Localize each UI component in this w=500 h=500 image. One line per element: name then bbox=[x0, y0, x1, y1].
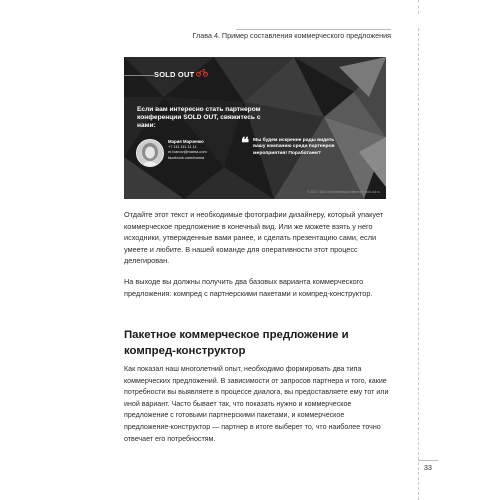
page-number-rule bbox=[418, 460, 438, 461]
paragraph: Как показал наш многолетний опыт, необходимо формировать два типа коммерческих предложений. В зависимости от запросов партнера и того, какие потребности вы выявляете в процессе диалога, вы предоставляете ему тот или иной вариант. Часто бывает так, что показать нужно и коммерческое предложение с готовыми партнерскими пакетами, и коммерческое предложение-конструктор — партнер в итоге выберет то, что наиболее точно отвечает его потребностям. bbox=[124, 365, 389, 443]
sold-out-logo: SOLD OUT bbox=[154, 70, 195, 79]
banner-copyright: © 2017, Sold Out marketing conference, sold-out.ru bbox=[307, 190, 380, 194]
header-rule bbox=[236, 29, 391, 30]
partner-banner-image bbox=[124, 57, 386, 199]
contact-avatar bbox=[136, 139, 164, 167]
contact-social: facebook.com/mama bbox=[168, 154, 205, 160]
paragraph: На выходе вы должны получить два базовых варианта коммерческого предложения: компред с партнерскими пакетами и компред-конструктор. bbox=[124, 277, 373, 298]
paragraph: Отдайте этот текст и необходимые фотографии дизайнеру, который упакует коммерческое предложение в конечный вид. Или же можете взять у него исходники, утвержденные вами ранее, и сделать презентацию сами, если умеете и любите. В нашей команде для оперативности этот процесс делегирован. bbox=[124, 210, 384, 266]
banner-heading: Если вам интересно стать партнером конференции SOLD OUT, свяжитесь с нами: bbox=[137, 106, 261, 130]
section-title: Пакетное коммерческое предложение и компред-конструктор bbox=[124, 329, 349, 357]
contact-phone: +7 111 111 11 11 bbox=[168, 144, 197, 150]
margin-dotted-rule bbox=[418, 28, 419, 500]
margin-dotted-rule-top bbox=[418, 0, 419, 14]
page-number: 33 bbox=[423, 463, 432, 472]
running-head: Глава 4. Пример составления коммерческого предложения bbox=[192, 31, 391, 40]
contact-email: m.ivanov@mama.com bbox=[168, 149, 207, 155]
banner-quote: Мы будем искренне рады видеть вашу компанию среди партнеров мероприятия! Поработаем? bbox=[253, 138, 335, 156]
quote-icon: ❝ bbox=[241, 134, 250, 152]
contact-info bbox=[168, 139, 238, 160]
contact-name: Мария Марченко bbox=[168, 139, 204, 144]
motorcycle-icon bbox=[196, 68, 208, 77]
logo-rule bbox=[124, 75, 154, 76]
